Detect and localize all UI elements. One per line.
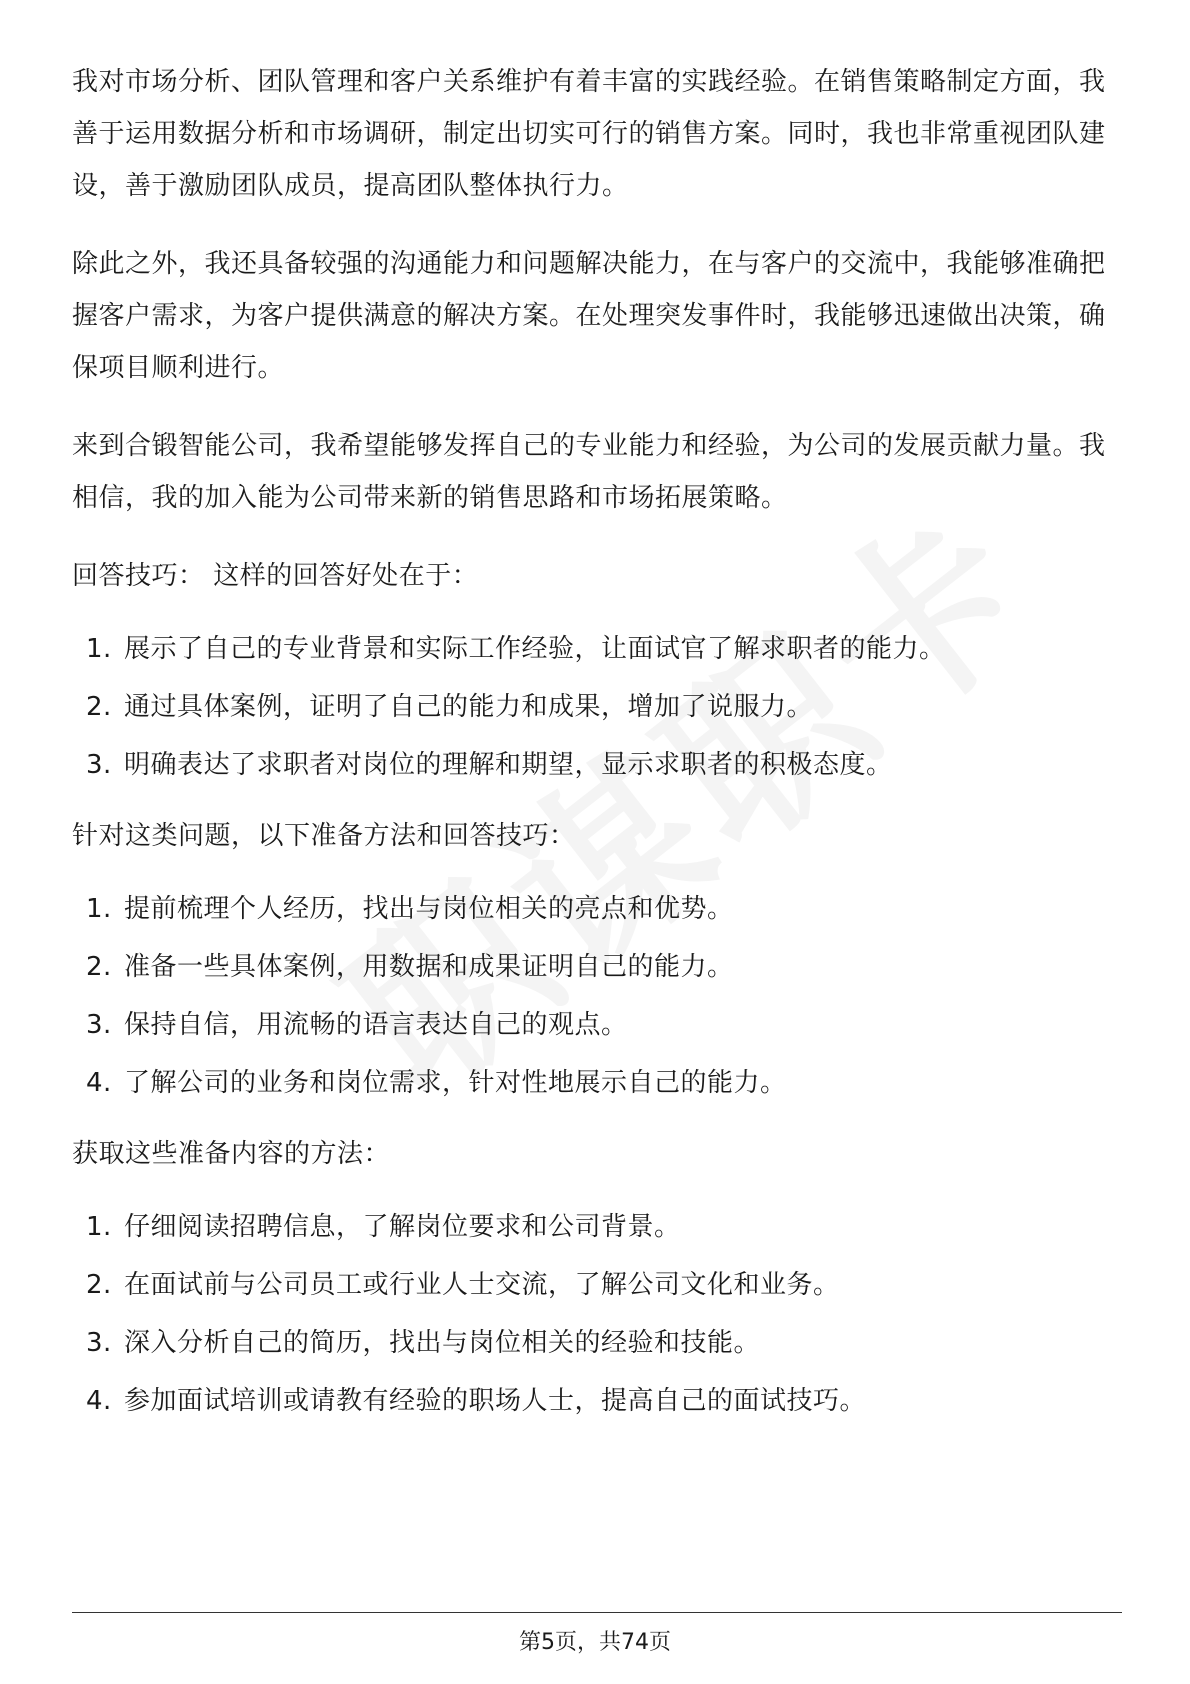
list-item: 4. 了解公司的业务和岗位需求，针对性地展示自己的能力。 [86, 1068, 787, 1098]
page-number: 第5页，共74页 [519, 1630, 671, 1655]
list-item: 2. 在面试前与公司员工或行业人士交流，了解公司文化和业务。 [86, 1270, 840, 1300]
list-item: 1. 仔细阅读招聘信息，了解岗位要求和公司背景。 [86, 1212, 681, 1242]
paragraph-experience: 我对市场分析、团队管理和客户关系维护有着丰富的实践经验。在销售策略制定方面，我善于运用数据分析和市场调研，制定出切实可行的销售方案。同时，我也非常重视团队建设，善于激励团队成员，提高团队整体执行力。 [72, 67, 1106, 201]
list-item: 3. 保持自信，用流畅的语言表达自己的观点。 [86, 1010, 628, 1040]
preparation-list [72, 890, 1122, 1102]
list-item: 1. 提前梳理个人经历，找出与岗位相关的亮点和优势。 [86, 894, 734, 924]
paragraph-company-goal: 来到合锻智能公司，我希望能够发挥自己的专业能力和经验，为公司的发展贡献力量。我相信，我的加入能为公司带来新的销售思路和市场拓展策略。 [72, 431, 1106, 513]
list-item: 2. 准备一些具体案例，用数据和成果证明自己的能力。 [86, 952, 734, 982]
list-item: 2. 通过具体案例，证明了自己的能力和成果，增加了说服力。 [86, 692, 814, 722]
answer-benefits-list [72, 630, 1122, 784]
footer-divider [72, 1612, 1122, 1613]
list-item: 1. 展示了自己的专业背景和实际工作经验，让面试官了解求职者的能力。 [86, 634, 946, 664]
preparation-heading: 针对这类问题，以下准备方法和回答技巧： [72, 821, 576, 851]
list-item: 3. 明确表达了求职者对岗位的理解和期望，显示求职者的积极态度。 [86, 750, 893, 780]
answer-tips-heading: 回答技巧： 这样的回答好处在于： [72, 561, 479, 591]
methods-heading: 获取这些准备内容的方法： [72, 1139, 391, 1169]
paragraph-communication: 除此之外，我还具备较强的沟通能力和问题解决能力，在与客户的交流中，我能够准确把握客户需求，为客户提供满意的解决方案。在处理突发事件时，我能够迅速做出决策，确保项目顺利进行。 [72, 249, 1106, 383]
page-content [72, 56, 1122, 1446]
list-item: 4. 参加面试培训或请教有经验的职场人士，提高自己的面试技巧。 [86, 1386, 867, 1416]
list-item: 3. 深入分析自己的简历，找出与岗位相关的经验和技能。 [86, 1328, 761, 1358]
methods-list [72, 1208, 1122, 1420]
